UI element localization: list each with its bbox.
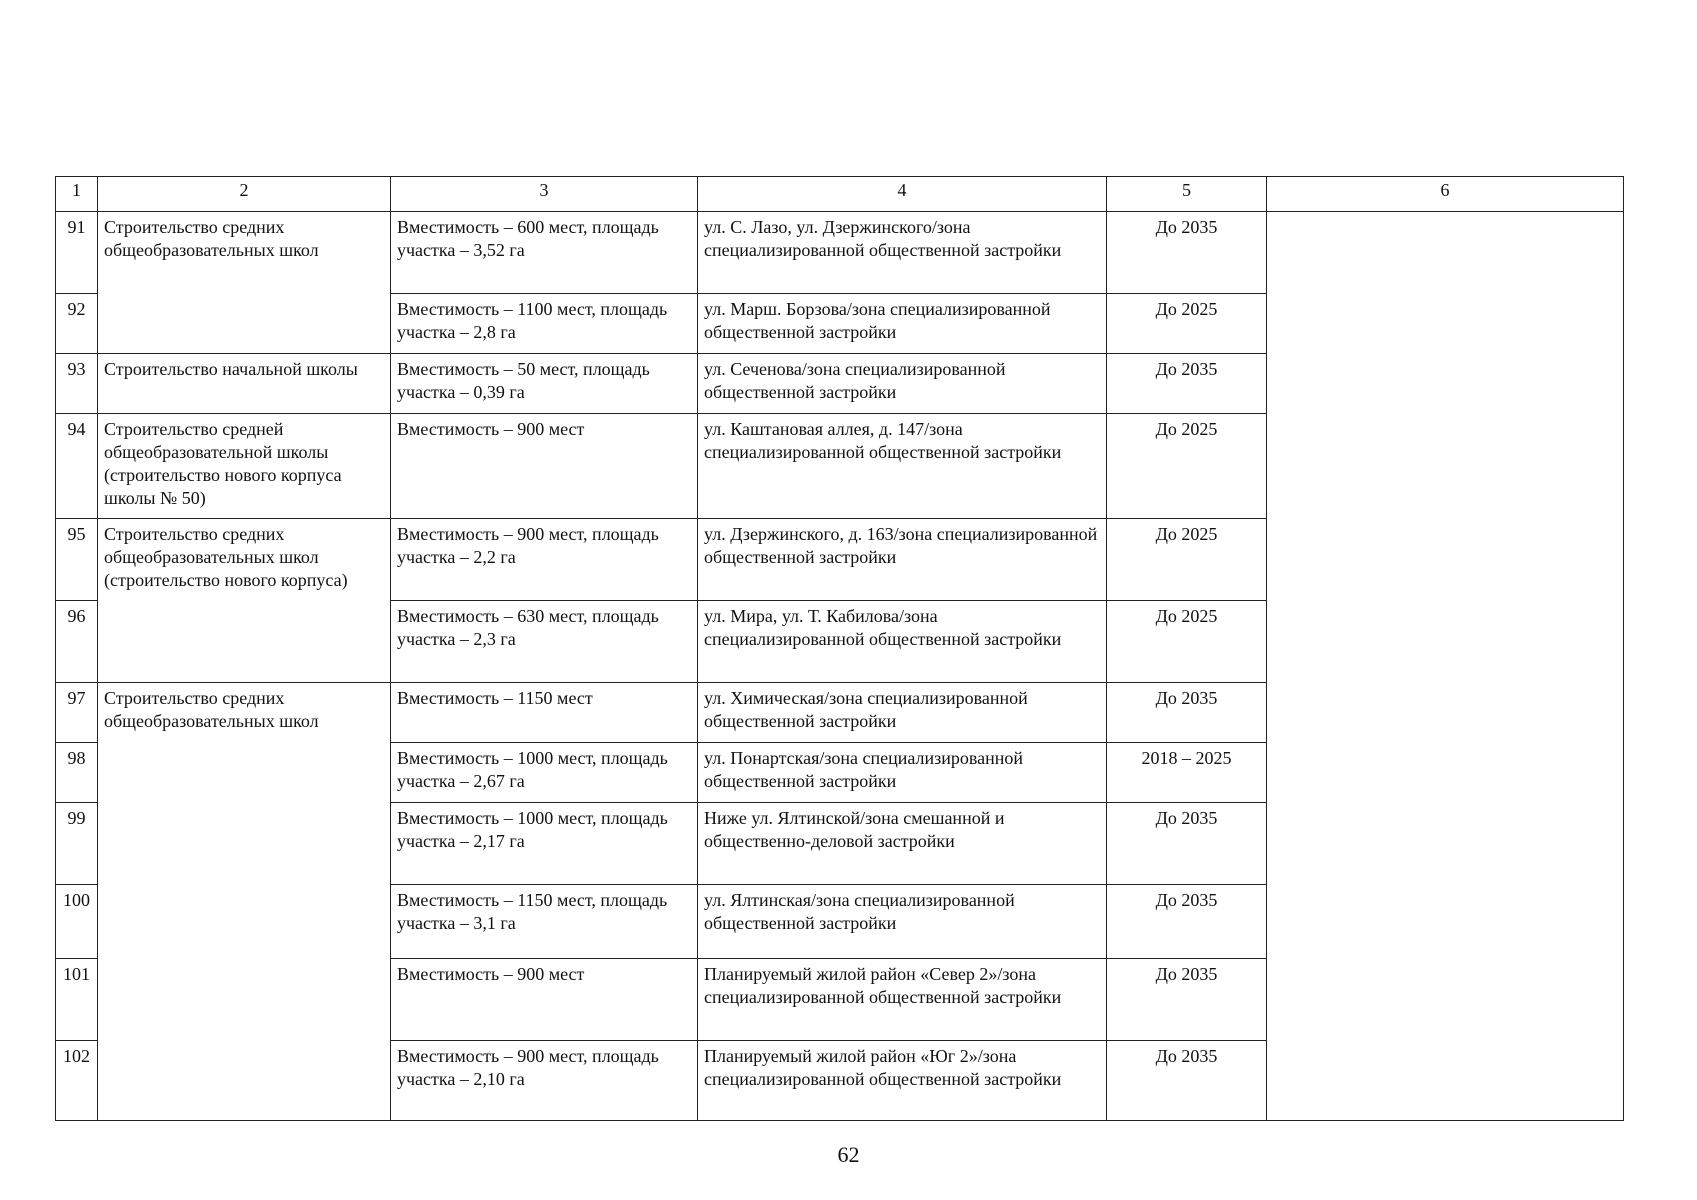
object-term: До 2035 <box>1107 683 1267 743</box>
object-term: До 2025 <box>1107 414 1267 519</box>
row-number: 96 <box>56 601 98 683</box>
object-params: Вместимость – 630 мест, площадь участка – 2,3 га <box>391 601 698 683</box>
object-location: ул. Ялтинская/зона специализированной общественной застройки <box>698 885 1107 959</box>
object-name: Строительство средних общеобразовательных школ <box>98 683 391 1121</box>
page-number: 62 <box>837 1142 860 1167</box>
object-term: 2018 – 2025 <box>1107 743 1267 803</box>
object-params: Вместимость – 900 мест <box>391 959 698 1041</box>
object-params: Вместимость – 1000 мест, площадь участка – 2,67 га <box>391 743 698 803</box>
object-params: Вместимость – 50 мест, площадь участка – 0,39 га <box>391 354 698 414</box>
object-params: Вместимость – 1100 мест, площадь участка – 2,8 га <box>391 294 698 354</box>
row-number: 100 <box>56 885 98 959</box>
object-name: Строительство начальной школы <box>98 354 391 414</box>
object-term: До 2035 <box>1107 354 1267 414</box>
object-params: Вместимость – 900 мест, площадь участка – 2,2 га <box>391 519 698 601</box>
column-6-cell <box>1267 212 1624 1121</box>
object-name: Строительство средней общеобразовательной школы (строительство нового корпуса школы № 50) <box>98 414 391 519</box>
object-term: До 2035 <box>1107 212 1267 294</box>
object-location: ул. Каштановая аллея, д. 147/зона специализированной общественной застройки <box>698 414 1107 519</box>
object-location: ул. Сеченова/зона специализированной общественной застройки <box>698 354 1107 414</box>
object-params: Вместимость – 900 мест <box>391 414 698 519</box>
object-params: Вместимость – 1150 мест <box>391 683 698 743</box>
header-cell: 2 <box>98 177 391 212</box>
object-term: До 2025 <box>1107 294 1267 354</box>
row-number: 98 <box>56 743 98 803</box>
row-number: 99 <box>56 803 98 885</box>
object-term: До 2025 <box>1107 519 1267 601</box>
object-location: ул. Химическая/зона специализированной общественной застройки <box>698 683 1107 743</box>
header-cell: 4 <box>698 177 1107 212</box>
object-location: ул. Понартская/зона специализированной общественной застройки <box>698 743 1107 803</box>
object-location: Планируемый жилой район «Север 2»/зона специализированной общественной застройки <box>698 959 1107 1041</box>
object-location: Планируемый жилой район «Юг 2»/зона специализированной общественной застройки <box>698 1041 1107 1121</box>
row-number: 94 <box>56 414 98 519</box>
row-number: 102 <box>56 1041 98 1121</box>
table-row <box>56 212 1624 294</box>
row-number: 97 <box>56 683 98 743</box>
header-row <box>56 177 1624 212</box>
row-number: 95 <box>56 519 98 601</box>
object-params: Вместимость – 1000 мест, площадь участка – 2,17 га <box>391 803 698 885</box>
object-term: До 2035 <box>1107 1041 1267 1121</box>
object-params: Вместимость – 900 мест, площадь участка – 2,10 га <box>391 1041 698 1121</box>
object-location: ул. С. Лазо, ул. Дзержинского/зона специализированной общественной застройки <box>698 212 1107 294</box>
object-location: ул. Мира, ул. Т. Кабилова/зона специализированной общественной застройки <box>698 601 1107 683</box>
object-location: ул. Марш. Борзова/зона специализированной общественной застройки <box>698 294 1107 354</box>
objects-table <box>55 176 1624 1121</box>
object-term: До 2025 <box>1107 601 1267 683</box>
header-cell: 6 <box>1267 177 1624 212</box>
object-location: Ниже ул. Ялтинской/зона смешанной и общественно-деловой застройки <box>698 803 1107 885</box>
row-number: 101 <box>56 959 98 1041</box>
header-cell: 1 <box>56 177 98 212</box>
header-cell: 5 <box>1107 177 1267 212</box>
object-params: Вместимость – 1150 мест, площадь участка – 3,1 га <box>391 885 698 959</box>
object-term: До 2035 <box>1107 885 1267 959</box>
object-name: Строительство средних общеобразовательных школ (строительство нового корпуса) <box>98 519 391 683</box>
object-location: ул. Дзержинского, д. 163/зона специализированной общественной застройки <box>698 519 1107 601</box>
header-cell: 3 <box>391 177 698 212</box>
row-number: 91 <box>56 212 98 294</box>
row-number: 92 <box>56 294 98 354</box>
row-number: 93 <box>56 354 98 414</box>
object-name: Строительство средних общеобразовательных школ <box>98 212 391 354</box>
object-params: Вместимость – 600 мест, площадь участка – 3,52 га <box>391 212 698 294</box>
object-term: До 2035 <box>1107 959 1267 1041</box>
object-term: До 2035 <box>1107 803 1267 885</box>
